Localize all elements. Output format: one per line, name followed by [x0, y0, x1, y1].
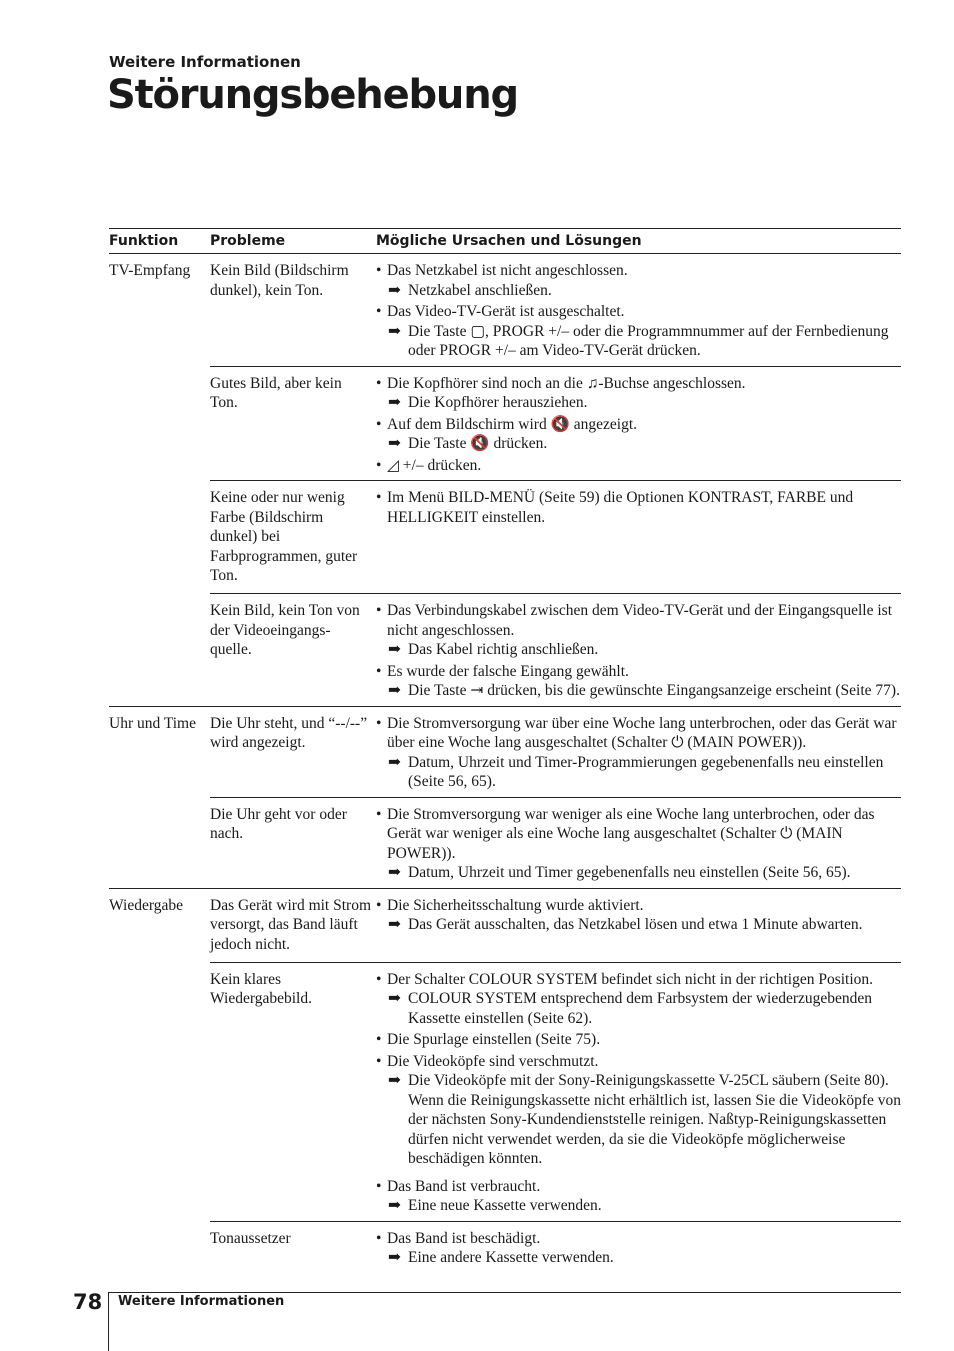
table-row: [210, 889, 901, 962]
remedy-item: [376, 1196, 901, 1216]
bullet-icon: •: [376, 374, 382, 392]
cause-text: Die Videoköpfe sind verschmutzt.: [387, 1052, 599, 1070]
cause-text: Das Band ist verbraucht.: [387, 1177, 541, 1195]
cause-text: Es wurde der falsche Eingang gewählt.: [387, 662, 629, 680]
footer-rule: [109, 1292, 901, 1293]
cause-text: ◿ +/– drücken.: [387, 456, 482, 474]
remedy-text: Datum, Uhrzeit und Timer-Programmierungen gegebenenfalls neu einstellen (Seite 56, 65).: [408, 753, 884, 790]
solution-cell: [376, 374, 901, 476]
solution-cell: [376, 601, 901, 701]
bullet-icon: •: [376, 415, 382, 433]
remedy-text: Die Kopfhörer herausziehen.: [408, 394, 588, 411]
cause-item: [376, 896, 901, 916]
cause-text: Der Schalter COLOUR SYSTEM befindet sich nicht in der richtigen Position.: [387, 970, 874, 988]
arrow-right-icon: ➡: [388, 864, 401, 881]
cause-item: [376, 714, 901, 753]
arrow-right-icon: ➡: [388, 990, 401, 1007]
bullet-icon: •: [376, 1031, 382, 1048]
cause-text: Die Spurlage einstellen (Seite 75).: [387, 1031, 601, 1048]
remedy-text: Das Kabel richtig anschließen.: [408, 641, 599, 658]
bullet-icon: •: [376, 1229, 382, 1247]
arrow-right-icon: ➡: [388, 916, 401, 933]
arrow-right-icon: ➡: [388, 753, 401, 771]
remedy-item: [376, 753, 901, 792]
remedy-text: Die Taste ▢, PROGR +/– oder die Programmnummer auf der Fernbedienung oder PROGR +/– am Video-TV-Gerät drücken.: [408, 322, 889, 359]
table-row: [210, 707, 901, 797]
cause-item: [376, 1030, 901, 1050]
footer-divider: [108, 1292, 109, 1351]
footer-section-label: Weitere Informationen: [118, 1294, 285, 1309]
page-number: 78: [73, 1290, 103, 1314]
cause-item: [376, 374, 901, 394]
table-header: [109, 228, 901, 254]
bullet-icon: •: [376, 896, 382, 914]
bullet-icon: •: [376, 456, 382, 474]
remedy-text: COLOUR SYSTEM entsprechend dem Farbsystem der wiederzugebenden Kassette einstellen (Seite 62).: [408, 990, 873, 1027]
cause-item: [376, 662, 901, 682]
troubleshooting-table: [109, 228, 901, 1273]
arrow-right-icon: ➡: [388, 682, 401, 699]
table-group: [109, 706, 901, 888]
table-row: [210, 480, 901, 593]
problem-cell: Die Uhr geht vor oder nach.: [210, 805, 347, 842]
remedy-text: Die Taste ⇥ drücken, bis die gewünschte Eingangsanzeige erscheint (Seite 77).: [408, 682, 900, 699]
solution-cell: [376, 896, 901, 957]
remedy-item: [376, 322, 901, 361]
remedy-item: [376, 434, 901, 454]
cause-text: Die Stromversorgung war über eine Woche lang unterbrochen, oder das Gerät war über eine Woche lang ausgeschaltet (Schalter ⏻ (MAIN POWER)).: [387, 714, 897, 751]
problem-cell: Das Gerät wird mit Strom versorgt, das Band läuft jedoch nicht.: [210, 896, 372, 953]
arrow-right-icon: ➡: [388, 394, 401, 411]
problem-cell: Tonaussetzer: [210, 1229, 291, 1247]
remedy-text: Die Taste 🔇 drücken.: [408, 435, 548, 452]
bullet-icon: •: [376, 262, 382, 279]
table-group: [109, 254, 901, 706]
arrow-right-icon: ➡: [388, 322, 401, 340]
cause-item: [376, 456, 901, 476]
bullet-icon: •: [376, 970, 382, 988]
function-cell: Wiedergabe: [109, 896, 183, 914]
table-row: [210, 366, 901, 481]
cause-text: Das Netzkabel ist nicht angeschlossen.: [387, 262, 628, 279]
cause-text: Die Kopfhörer sind noch an die ♫-Buchse angeschlossen.: [387, 374, 746, 392]
cause-item: [376, 261, 901, 281]
problem-cell: Kein Bild, kein Ton von der Videoeingangs-quelle.: [210, 602, 360, 658]
problem-cell: Die Uhr steht, und “--/--” wird angezeigt.: [210, 714, 368, 751]
remedy-item: [376, 1071, 901, 1169]
table-group: [109, 888, 901, 1273]
solution-cell: [376, 1229, 901, 1268]
remedy-item: [376, 393, 901, 413]
bullet-icon: •: [376, 303, 382, 320]
arrow-right-icon: ➡: [388, 1197, 401, 1214]
cause-item: [376, 1052, 901, 1072]
table-row: [210, 1221, 901, 1273]
cause-text: Das Video-TV-Gerät ist ausgeschaltet.: [387, 303, 625, 320]
column-header-function: Funktion: [109, 233, 179, 249]
arrow-right-icon: ➡: [388, 435, 401, 452]
remedy-item: [376, 681, 901, 701]
arrow-right-icon: ➡: [388, 281, 401, 299]
problem-cell: Keine oder nur wenig Farbe (Bildschirm dunkel) bei Farbprogrammen, guter Ton.: [210, 489, 358, 584]
solution-cell: [376, 805, 901, 883]
remedy-text: Das Gerät ausschalten, das Netzkabel lösen und etwa 1 Minute abwarten.: [408, 916, 863, 933]
bullet-icon: •: [376, 805, 382, 823]
column-header-problems: Probleme: [210, 233, 286, 249]
cause-item: [376, 415, 901, 435]
arrow-right-icon: ➡: [388, 641, 401, 658]
table-row: [210, 593, 901, 706]
cause-text: Das Band ist beschädigt.: [387, 1229, 541, 1247]
remedy-item: [376, 915, 901, 935]
remedy-text: Netzkabel anschließen.: [408, 281, 552, 299]
function-cell: Uhr und Time: [109, 714, 196, 732]
cause-item: [376, 601, 901, 640]
table-row: [210, 797, 901, 888]
remedy-item: [376, 989, 901, 1028]
cause-text: Die Sicherheitsschaltung wurde aktiviert.: [387, 896, 644, 914]
remedy-text: Eine neue Kassette verwenden.: [408, 1197, 602, 1214]
remedy-text: Die Videoköpfe mit der Sony-Reinigungskassette V-25CL säubern (Seite 80). Wenn die Reinigungskassette nicht erhältlich ist, lassen Sie die Videoköpfe von der nächsten Sony-Kundendienststelle reinigen. Naßtyp-Reinigungskassetten dürfen nicht verwendet werden, da sie die Videoköpfe möglicherweise beschädigen könnten.: [408, 1072, 902, 1167]
bullet-icon: •: [376, 1052, 382, 1070]
table-row: [210, 254, 901, 366]
arrow-right-icon: ➡: [388, 1249, 401, 1266]
spacer: [376, 1169, 901, 1175]
remedy-item: [376, 1248, 901, 1268]
cause-text: Die Stromversorgung war weniger als eine Woche lang unterbrochen, oder das Gerät war weniger als eine Woche lang ausgeschaltet (Schalter ⏻ (MAIN POWER)).: [387, 805, 875, 862]
bullet-icon: •: [376, 602, 382, 619]
page-title: Störungsbehebung: [107, 72, 518, 118]
section-label: Weitere Informationen: [109, 53, 301, 71]
solution-cell: [376, 714, 901, 792]
remedy-text: Datum, Uhrzeit und Timer gegebenenfalls neu einstellen (Seite 56, 65).: [408, 864, 851, 881]
cause-item: [376, 302, 901, 322]
problem-cell: Kein Bild (Bildschirm dunkel), kein Ton.: [210, 262, 349, 299]
solution-cell: [376, 261, 901, 361]
remedy-text: Eine andere Kassette verwenden.: [408, 1249, 614, 1266]
cause-item: [376, 970, 901, 990]
bullet-icon: •: [376, 1177, 382, 1195]
cause-text: Das Verbindungskabel zwischen dem Video-TV-Gerät und der Eingangsquelle ist nicht angeschlossen.: [387, 602, 892, 639]
arrow-right-icon: ➡: [388, 1072, 401, 1089]
cause-item: [376, 488, 901, 527]
table-row: [210, 962, 901, 1221]
cause-item: [376, 1229, 901, 1249]
cause-item: [376, 805, 901, 864]
column-header-solutions: Mögliche Ursachen und Lösungen: [376, 233, 642, 249]
cause-text: Im Menü BILD-MENÜ (Seite 59) die Optionen KONTRAST, FARBE und HELLIGKEIT einstellen.: [387, 489, 854, 526]
problem-cell: Kein klares Wiedergabebild.: [210, 970, 312, 1007]
bullet-icon: •: [376, 662, 382, 680]
remedy-item: [376, 640, 901, 660]
solution-cell: [376, 488, 901, 588]
table-body: [109, 254, 901, 1273]
bullet-icon: •: [376, 714, 382, 732]
remedy-item: [376, 281, 901, 301]
cause-item: [376, 1177, 901, 1197]
cause-text: Auf dem Bildschirm wird 🔇 angezeigt.: [387, 415, 638, 433]
remedy-item: [376, 863, 901, 883]
solution-cell: [376, 970, 901, 1216]
function-cell: TV-Empfang: [109, 262, 191, 279]
bullet-icon: •: [376, 489, 382, 506]
problem-cell: Gutes Bild, aber kein Ton.: [210, 374, 342, 411]
